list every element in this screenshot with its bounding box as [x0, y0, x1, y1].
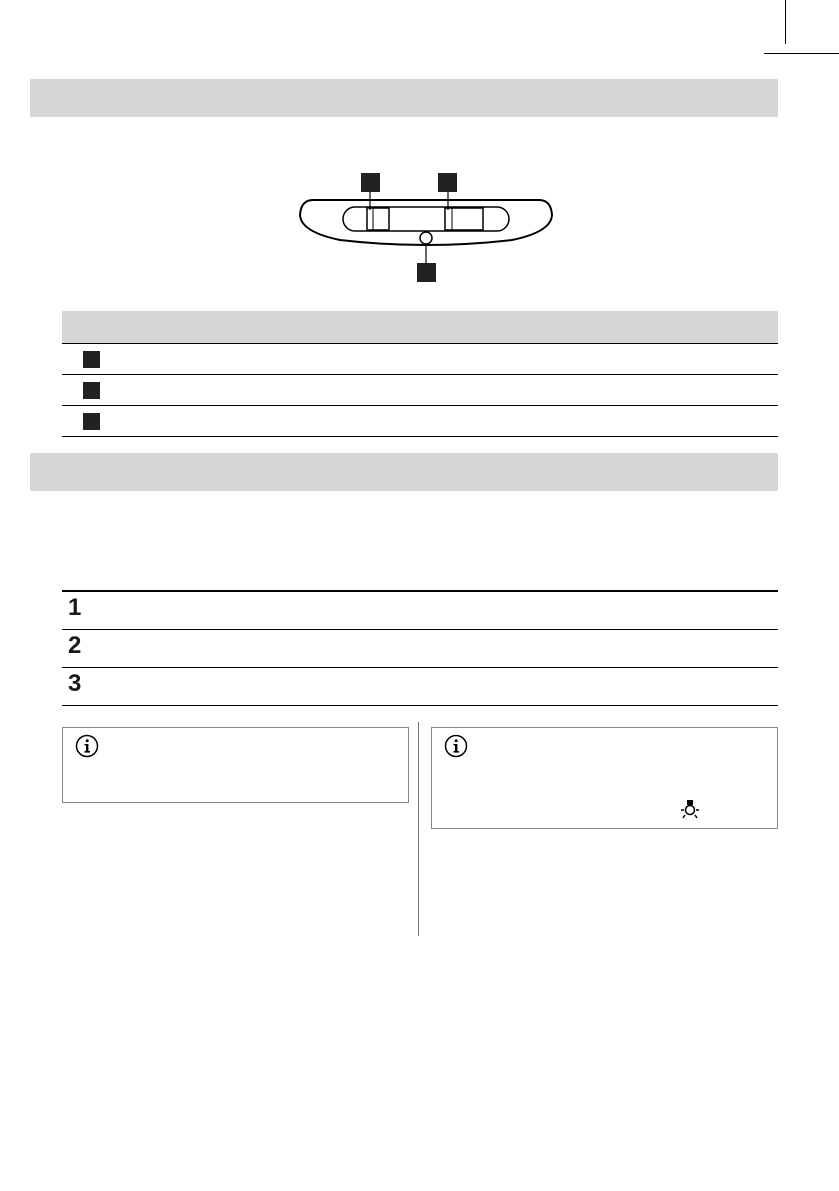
- light-button: [420, 232, 432, 244]
- step-number: 3: [68, 670, 82, 697]
- control-panel-illustration: [295, 170, 557, 285]
- column-divider: [418, 722, 419, 936]
- parts-table-row: [62, 375, 778, 406]
- section-header-band: [30, 79, 778, 117]
- callout-marker-2: [438, 173, 457, 192]
- steps-table: [62, 590, 778, 706]
- info-note-right: [431, 727, 778, 829]
- crop-mark-horizontal: [764, 53, 839, 54]
- crop-mark-vertical: [785, 0, 786, 44]
- temperature-knob-left: [367, 208, 389, 230]
- callout-marker-1: [361, 173, 380, 192]
- parts-marker-1: [83, 351, 100, 368]
- callout-marker-3: [417, 263, 436, 282]
- step-number: 2: [68, 632, 82, 659]
- step-row: [62, 668, 778, 706]
- info-note-left: [62, 727, 409, 803]
- section-header-band: [30, 453, 778, 491]
- parts-table-row: [62, 344, 778, 375]
- info-icon: [75, 734, 99, 758]
- temperature-knob-right: [445, 208, 483, 230]
- parts-table: [62, 311, 778, 437]
- info-icon: [444, 734, 468, 758]
- parts-table-row: [62, 406, 778, 437]
- step-number: 1: [68, 594, 82, 621]
- step-row: [62, 630, 778, 668]
- parts-marker-3: [83, 413, 100, 430]
- parts-table-header: [62, 311, 778, 344]
- light-bulb-icon: [679, 798, 701, 820]
- parts-marker-2: [83, 382, 100, 399]
- step-row: [62, 592, 778, 630]
